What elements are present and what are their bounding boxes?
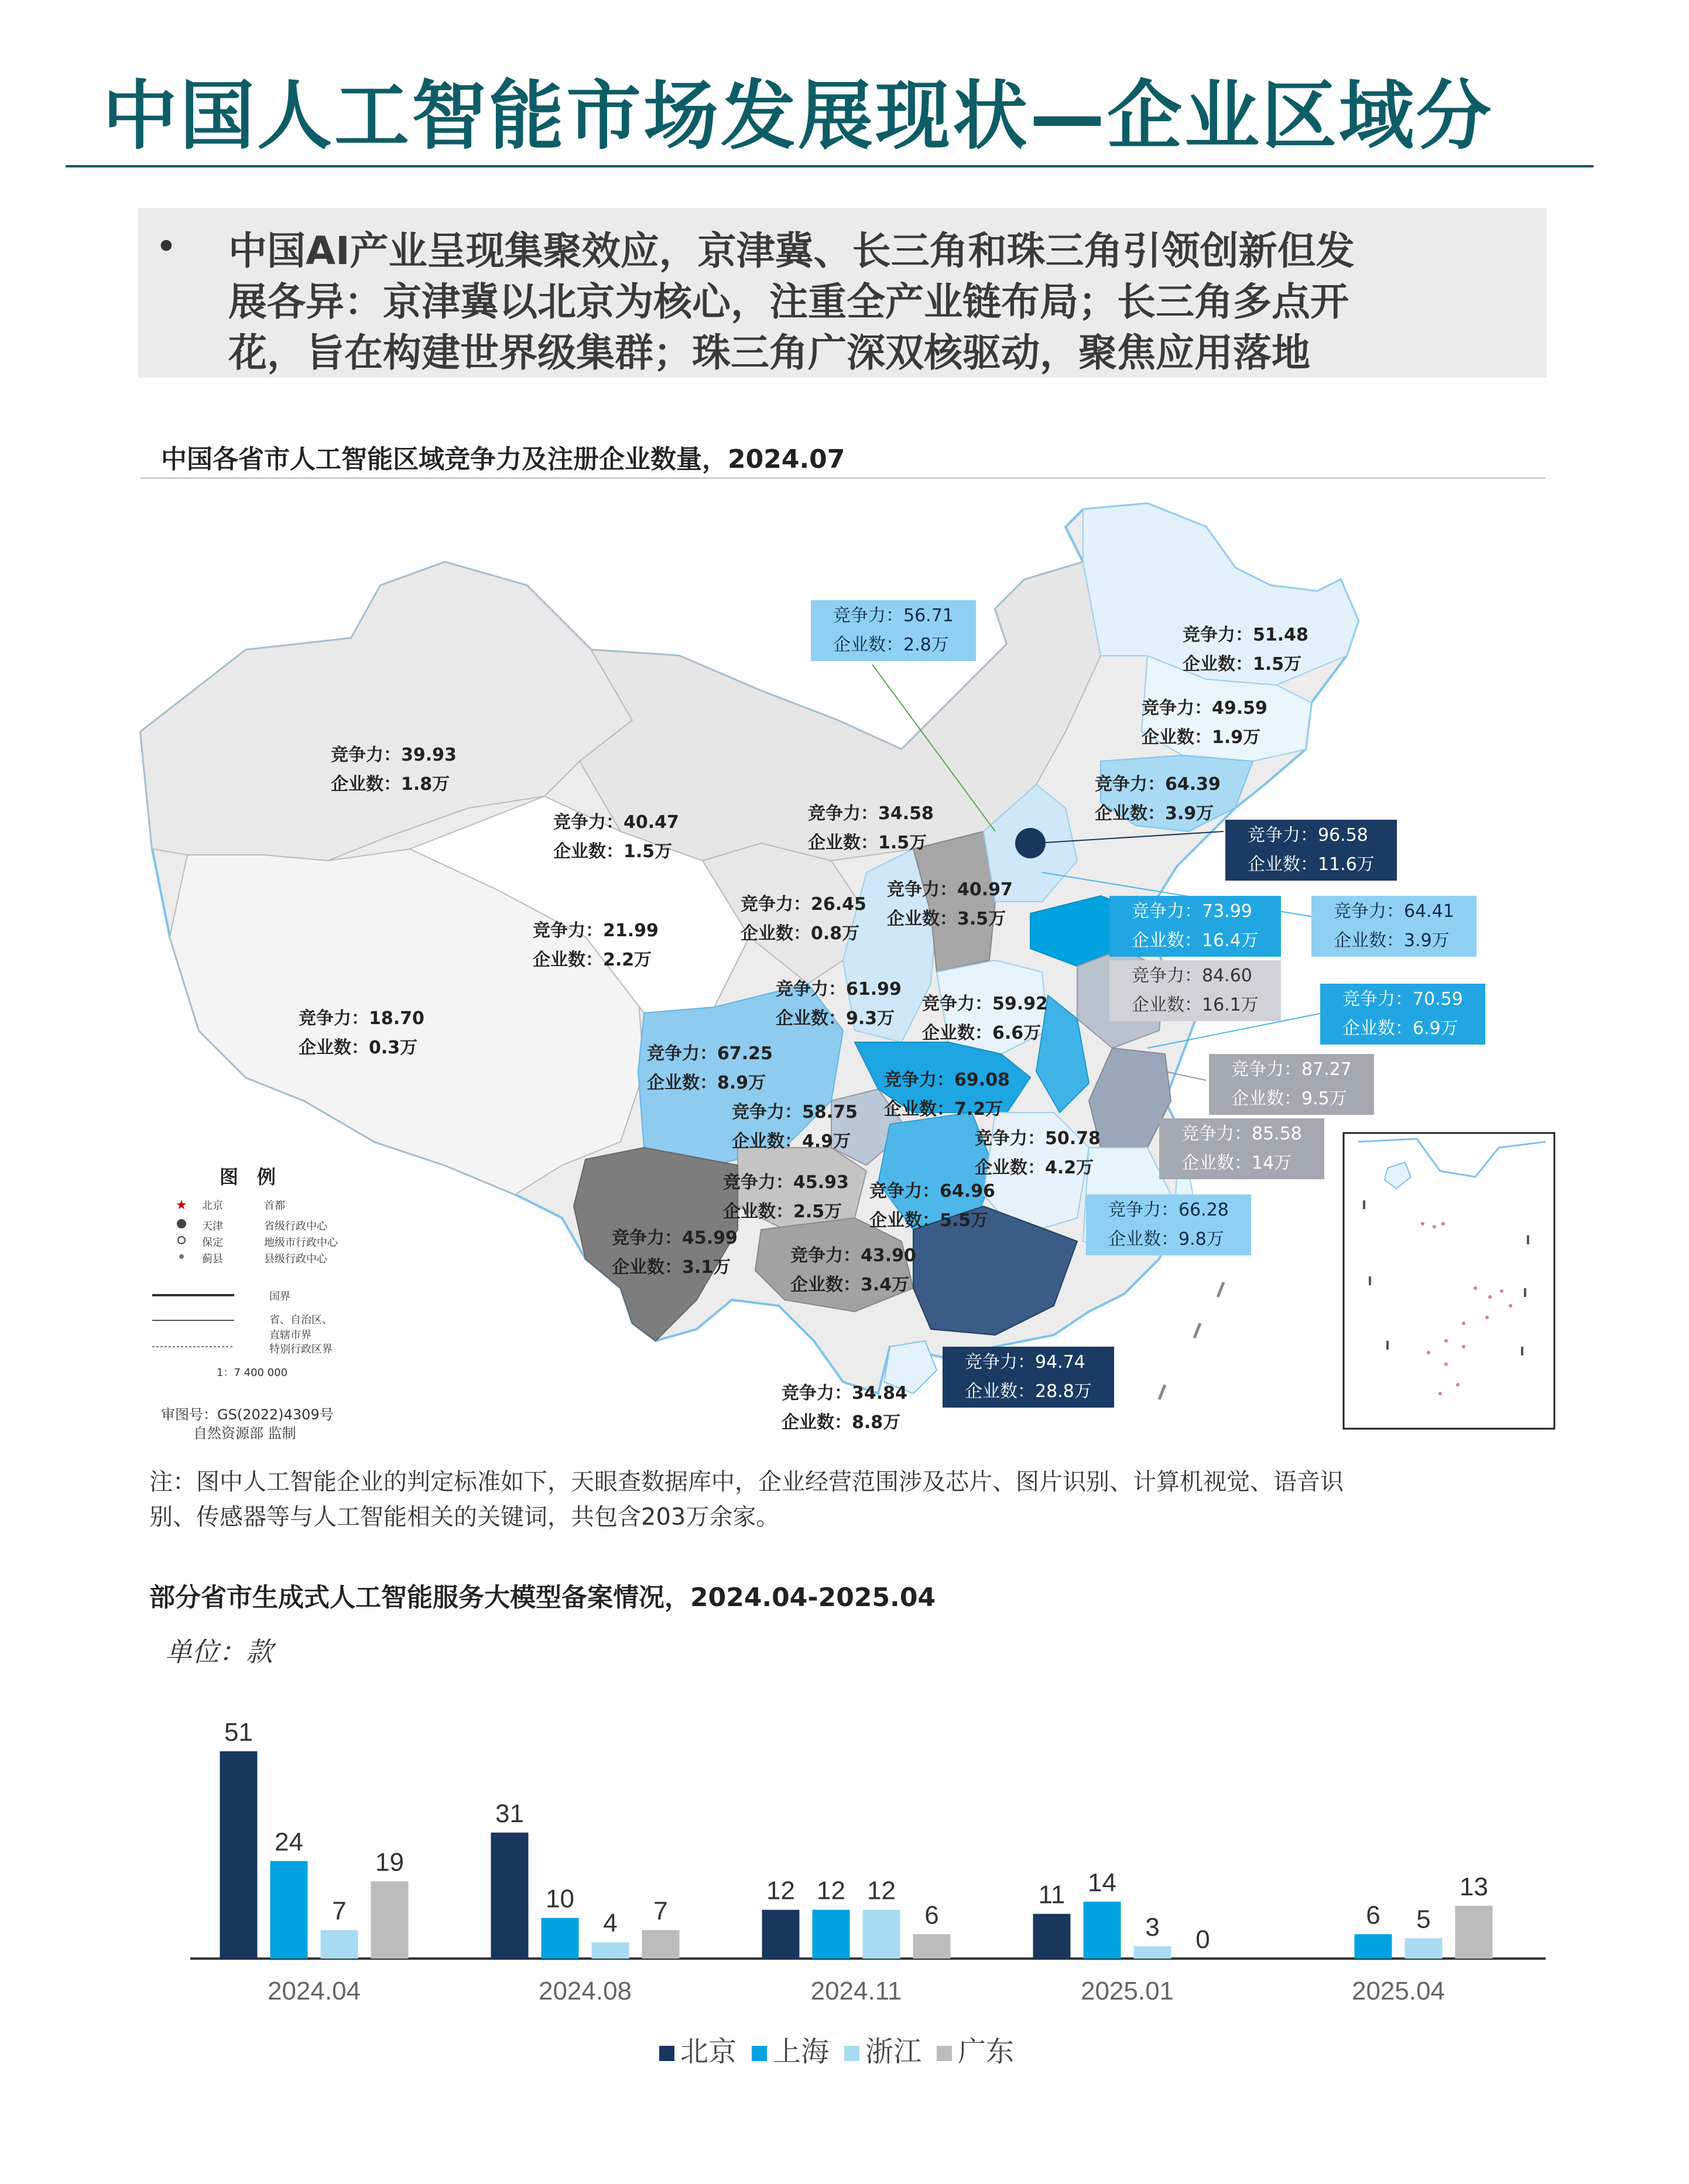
page-title: 中国人工智能市场发展现状—企业区域分 bbox=[102, 73, 1494, 160]
bar-value-label: 31 bbox=[495, 1799, 524, 1828]
approval-number: 审图号：GS(2022)4309号 bbox=[161, 1406, 334, 1423]
region-label: 竞争力：18.70 企业数：0.3万 bbox=[299, 1008, 424, 1058]
summary-line-3: 花，旨在构建世界级集群；珠三角广深双核驱动，聚焦应用落地 bbox=[228, 330, 1310, 375]
bar-value-label: 12 bbox=[817, 1876, 845, 1905]
note-line-2: 别、传感器等与人工智能相关的关键词，共包含203万余家。 bbox=[149, 1504, 780, 1531]
bar-2024.11-北京 bbox=[762, 1910, 800, 1959]
legend-row: 北京 首都 bbox=[202, 1200, 285, 1212]
bar-value-label: 6 bbox=[924, 1901, 939, 1930]
bar-2024.04-广东 bbox=[371, 1881, 409, 1959]
bar-2024.08-上海 bbox=[542, 1918, 579, 1959]
region-label: 竞争力：51.48 企业数：1.5万 bbox=[1183, 625, 1308, 675]
bar-value-label: 7 bbox=[332, 1897, 347, 1926]
bar-value-label: 12 bbox=[867, 1876, 896, 1905]
bar-2024.08-广东 bbox=[642, 1930, 680, 1959]
callout-box: 竞争力：66.28 企业数：9.8万 bbox=[1086, 1194, 1251, 1255]
legend-label: 浙江 bbox=[865, 2035, 922, 2068]
bar-2025.01-上海 bbox=[1084, 1902, 1121, 1959]
bar-value-label: 0 bbox=[1195, 1925, 1210, 1954]
bar-2024.04-北京 bbox=[220, 1751, 258, 1959]
region-label: 竞争力：58.75 企业数：4.9万 bbox=[732, 1102, 858, 1152]
chart-legend bbox=[644, 2029, 1014, 2069]
bar-value-label: 7 bbox=[653, 1897, 668, 1926]
legend-label: 北京 bbox=[680, 2035, 737, 2068]
callout-box: 竞争力：87.27 企业数：9.5万 bbox=[1209, 1054, 1374, 1115]
region-label: 竞争力：21.99 企业数：2.2万 bbox=[533, 920, 659, 970]
region-label: 竞争力：64.96 企业数：5.5万 bbox=[869, 1181, 995, 1231]
summary-line-1: 中国AI产业呈现集聚效应，京津冀、长三角和珠三角引领创新但发 bbox=[228, 228, 1355, 273]
bar-2024.04-上海 bbox=[270, 1861, 308, 1959]
region-label: 竞争力：61.99 企业数：9.3万 bbox=[776, 979, 902, 1029]
callout-box: 竞争力：64.41 企业数：3.9万 bbox=[1311, 896, 1476, 957]
legend-swatch bbox=[937, 2046, 952, 2061]
bar-value-label: 12 bbox=[766, 1876, 795, 1905]
legend-row: 天津 省级行政中心 bbox=[202, 1220, 327, 1233]
bar-2025.04-浙江 bbox=[1405, 1938, 1443, 1959]
bar-value-label: 24 bbox=[275, 1827, 303, 1857]
bar-2024.11-浙江 bbox=[863, 1910, 900, 1959]
legend-row: 特别行政区界 bbox=[269, 1343, 333, 1355]
region-label: 竞争力：39.93 企业数：1.8万 bbox=[331, 745, 457, 795]
region-label: 竞争力：49.59 企业数：1.9万 bbox=[1142, 698, 1267, 748]
region-label: 竞争力：40.97 企业数：3.5万 bbox=[887, 879, 1013, 929]
bar-2025.04-上海 bbox=[1355, 1934, 1392, 1959]
bar-value-label: 3 bbox=[1145, 1913, 1160, 1942]
bar-value-label: 4 bbox=[603, 1909, 618, 1938]
region-label: 竞争力：34.58 企业数：1.5万 bbox=[808, 803, 934, 853]
legend-row: 国界 bbox=[269, 1290, 290, 1303]
callout-box: 竞争力：85.58 企业数：14万 bbox=[1159, 1118, 1324, 1179]
region-label: 竞争力：40.47 企业数：1.5万 bbox=[553, 812, 679, 862]
bar-2024.11-广东 bbox=[913, 1934, 951, 1959]
legend-swatch bbox=[752, 2046, 767, 2061]
legend-row: 保定 地级市行政中心 bbox=[202, 1237, 338, 1249]
bar-value-label: 5 bbox=[1416, 1905, 1431, 1934]
legend-label: 上海 bbox=[773, 2035, 830, 2068]
region-label: 竞争力：43.90 企业数：3.4万 bbox=[790, 1245, 916, 1295]
map-supervisor: 自然资源部 监制 bbox=[193, 1425, 296, 1442]
x-tick-label: 2025.01 bbox=[1080, 1977, 1174, 2005]
region-label: 竞争力：45.99 企业数：3.1万 bbox=[612, 1228, 738, 1278]
callout-box: 竞争力：73.99 企业数：16.4万 bbox=[1109, 896, 1281, 957]
bar-2025.04-广东 bbox=[1455, 1906, 1493, 1959]
region-label: 竞争力：59.92 企业数：6.6万 bbox=[922, 994, 1048, 1043]
region-label: 竞争力：34.84 企业数：8.8万 bbox=[782, 1383, 907, 1433]
legend-label: 广东 bbox=[958, 2035, 1015, 2068]
map-section-title: 中国各省市人工智能区域竞争力及注册企业数量，2024.07 bbox=[161, 444, 845, 474]
callout-box-guangdong: 竞争力：94.74 企业数：28.8万 bbox=[943, 1347, 1114, 1408]
region-label: 竞争力：67.25 企业数：8.9万 bbox=[647, 1043, 773, 1093]
bar-2024.08-浙江 bbox=[592, 1942, 629, 1959]
region-label: 竞争力：50.78 企业数：4.2万 bbox=[975, 1128, 1101, 1178]
x-tick-label: 2025.04 bbox=[1351, 1977, 1445, 2005]
map-scale: 1：7 400 000 bbox=[217, 1367, 288, 1379]
bar-2025.01-北京 bbox=[1033, 1914, 1071, 1959]
callout-box-beijing: 竞争力：96.58 企业数：11.6万 bbox=[1225, 820, 1397, 881]
legend-row: 蓟县 县级行政中心 bbox=[202, 1253, 327, 1265]
unit-label: 单位：款 bbox=[165, 1636, 273, 1668]
region-label: 竞争力：45.93 企业数：2.5万 bbox=[723, 1172, 849, 1222]
summary-line-2: 展各异：京津冀以北京为核心，注重全产业链布局；长三角多点开 bbox=[228, 279, 1349, 324]
callout-box: 竞争力：56.71 企业数：2.8万 bbox=[811, 600, 976, 661]
legend-swatch bbox=[844, 2046, 859, 2061]
bar-section-title: 部分省市生成式人工智能服务大模型备案情况，2024.04-2025.04 bbox=[149, 1583, 936, 1613]
bar-value-label: 10 bbox=[546, 1884, 574, 1913]
bar-2024.11-上海 bbox=[813, 1910, 850, 1959]
region-label: 竞争力：26.45 企业数：0.8万 bbox=[741, 894, 866, 944]
bar-value-label: 51 bbox=[224, 1717, 253, 1747]
bullet-icon: • bbox=[155, 225, 177, 269]
bar-value-label: 14 bbox=[1088, 1868, 1116, 1897]
x-tick-label: 2024.11 bbox=[810, 1977, 902, 2005]
legend-swatch bbox=[659, 2046, 674, 2061]
capital-star-icon: ★ bbox=[176, 1198, 187, 1213]
legend-title: 图 例 bbox=[220, 1166, 276, 1188]
region-label: 竞争力：64.39 企业数：3.9万 bbox=[1095, 774, 1221, 824]
legend-row: 省、自治区、直辖市界 bbox=[269, 1314, 333, 1341]
bar-value-label: 11 bbox=[1038, 1880, 1066, 1909]
x-tick-label: 2024.04 bbox=[267, 1977, 361, 2005]
note-line-1: 注：图中人工智能企业的判定标准如下，天眼查数据库中，企业经营范围涉及芯片、图片识别、计算机视觉、语音识 bbox=[149, 1468, 1344, 1495]
bar-2024.08-北京 bbox=[491, 1833, 529, 1959]
callout-box: 竞争力：70.59 企业数：6.9万 bbox=[1320, 984, 1485, 1045]
x-tick-label: 2024.08 bbox=[538, 1977, 632, 2005]
region-label: 竞争力：69.08 企业数：7.2万 bbox=[884, 1070, 1010, 1120]
bar-value-label: 6 bbox=[1366, 1901, 1380, 1930]
bar-value-label: 19 bbox=[375, 1848, 404, 1877]
bar-2025.01-浙江 bbox=[1134, 1946, 1171, 1959]
bar-value-label: 13 bbox=[1460, 1872, 1488, 1901]
bar-2024.04-浙江 bbox=[321, 1930, 358, 1959]
callout-box: 竞争力：84.60 企业数：16.1万 bbox=[1109, 960, 1281, 1021]
